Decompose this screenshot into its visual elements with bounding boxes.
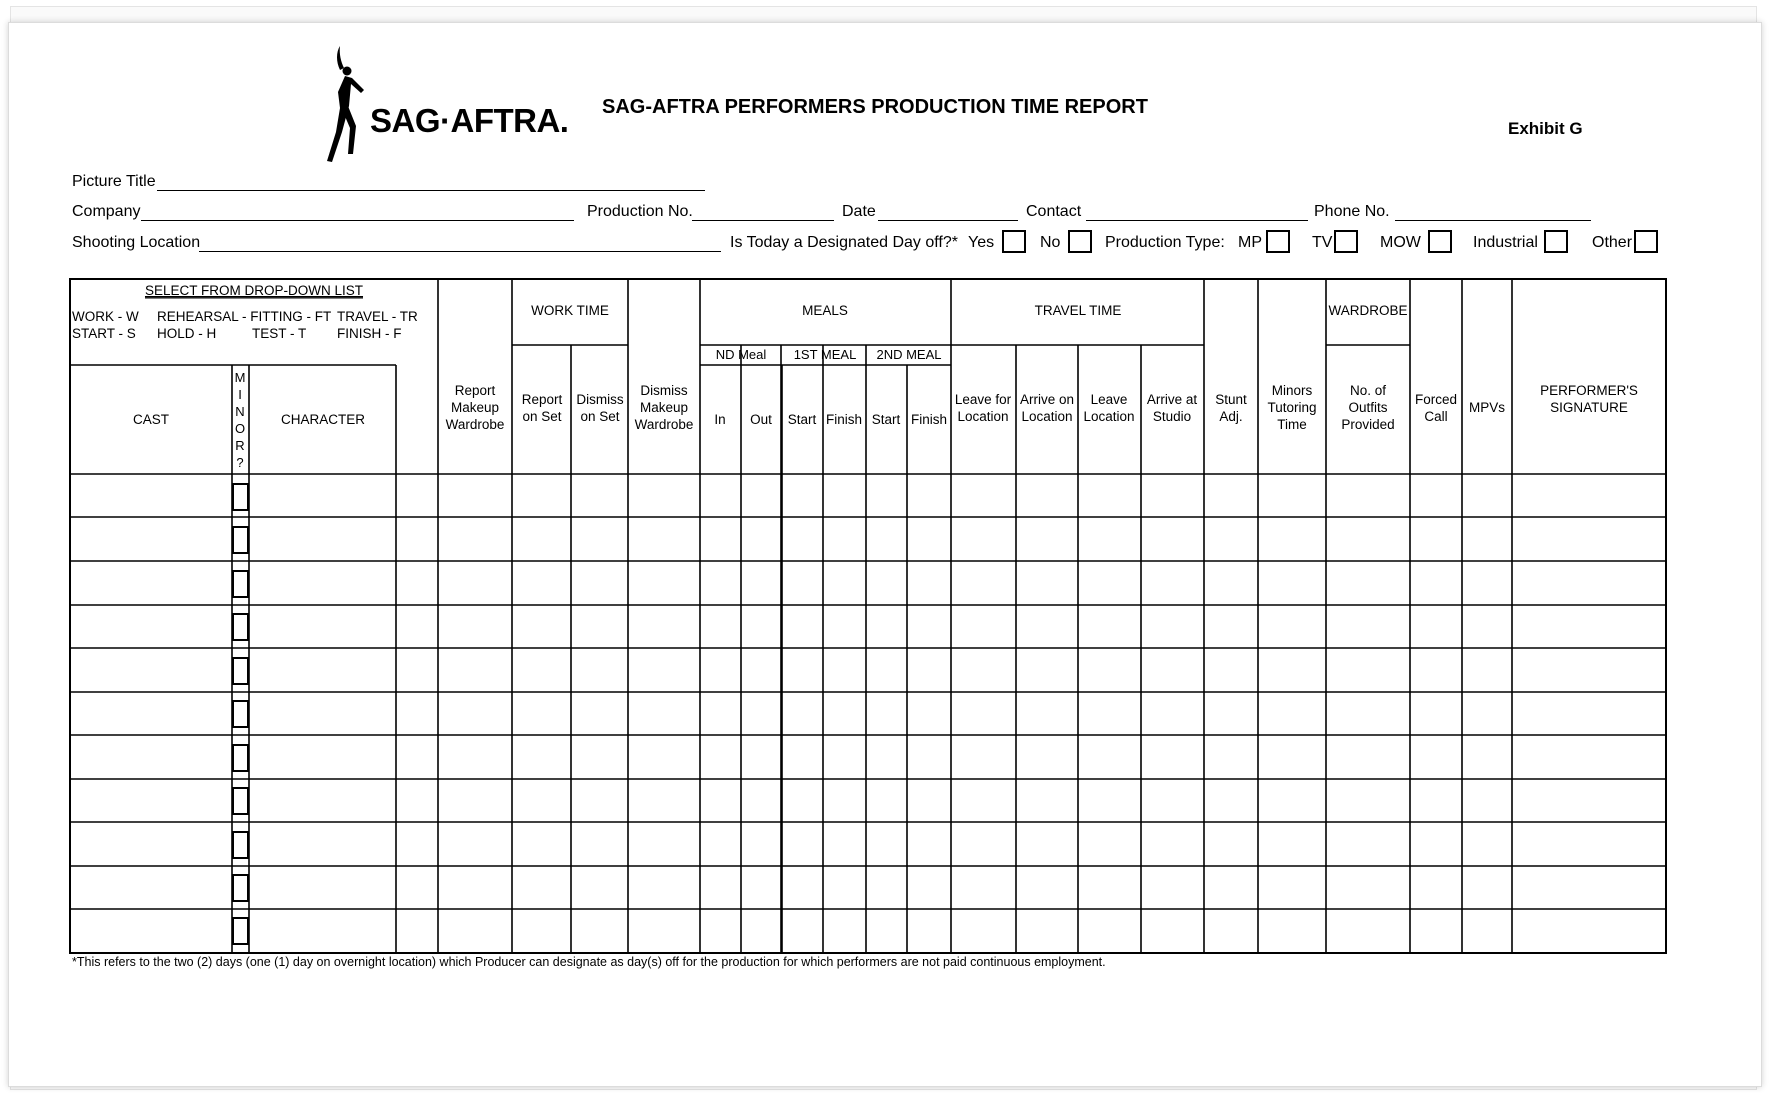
designated-day-off-label: Is Today a Designated Day off?*: [730, 234, 958, 251]
report-title: SAG-AFTRA PERFORMERS PRODUCTION TIME REPORT: [602, 96, 1148, 118]
signature-header: SIGNATURE: [1550, 400, 1628, 415]
picture-title-label: Picture Title: [72, 173, 156, 190]
table-border: [70, 279, 1666, 953]
minor-checkbox[interactable]: [233, 527, 248, 553]
first-meal-header: 1ST MEAL: [793, 347, 857, 362]
code-work: WORK - W: [72, 309, 139, 324]
dismiss-makeup-header: Makeup: [639, 400, 689, 415]
minors-tutoring-header: Tutoring: [1267, 400, 1317, 415]
outfits-header: Provided: [1341, 417, 1395, 432]
type-industrial-label: Industrial: [1473, 234, 1538, 251]
report-on-set-header: on Set: [522, 409, 562, 424]
exhibit-label: Exhibit G: [1508, 119, 1583, 138]
code-test: TEST - T: [252, 326, 307, 341]
leave-location-header: Location: [1083, 409, 1135, 424]
nd-in-header: In: [714, 412, 726, 427]
minor-checkbox[interactable]: [233, 745, 248, 771]
dismiss-on-set-header: Dismiss: [576, 392, 624, 407]
forced-call-header: Call: [1424, 409, 1448, 424]
minor-letter: N: [235, 404, 245, 419]
type-mp-label: MP: [1238, 234, 1262, 251]
work-time-header: WORK TIME: [531, 303, 609, 318]
stunt-adj-header: Stunt: [1215, 392, 1247, 407]
minors-tutoring-header: Time: [1277, 417, 1307, 432]
mpvs-header: MPVs: [1468, 400, 1506, 415]
minor-checkbox[interactable]: [233, 701, 248, 727]
minor-letter: I: [238, 387, 242, 402]
report-on-set-header: Report: [521, 392, 563, 407]
dismiss-makeup-header: Wardrobe: [634, 417, 694, 432]
forced-call-header: Forced: [1414, 392, 1458, 407]
second-meal-header: 2ND MEAL: [876, 347, 942, 362]
phone-no-label: Phone No.: [1314, 203, 1390, 220]
dismiss-makeup-header: Dismiss: [640, 383, 688, 398]
footnote: *This refers to the two (2) days (one (1) day on overnight location) which Producer can designate as day(s) off for the production for which performers are not paid continuous employment.: [72, 955, 1106, 969]
travel-time-header: TRAVEL TIME: [1034, 303, 1122, 318]
type-other-label: Other: [1592, 234, 1633, 251]
stunt-adj-header: Adj.: [1219, 409, 1243, 424]
type-mow-label: MOW: [1380, 234, 1421, 251]
code-rehearsal-fitting: REHEARSAL - FITTING - FT: [157, 309, 332, 324]
signature-header: PERFORMER'S: [1540, 383, 1638, 398]
outfits-header: No. of: [1349, 383, 1387, 398]
arrive-at-studio-header: Arrive at: [1146, 392, 1198, 407]
nd-out-header: Out: [750, 412, 772, 427]
minor-checkbox[interactable]: [233, 875, 248, 901]
minors-tutoring-header: Minors: [1271, 383, 1313, 398]
date-label: Date: [842, 203, 876, 220]
leave-for-location-header: Location: [957, 409, 1009, 424]
meals-header: MEALS: [802, 303, 848, 318]
code-hold: HOLD - H: [157, 326, 217, 341]
leave-location-header: Leave: [1090, 392, 1128, 407]
cast-header: CAST: [132, 412, 170, 427]
character-header: CHARACTER: [280, 412, 366, 427]
yes-label: Yes: [968, 234, 995, 251]
minor-checkboxes: [233, 484, 248, 944]
first-start-header: Start: [787, 412, 817, 427]
minor-checkbox[interactable]: [233, 788, 248, 814]
minor-checkbox[interactable]: [233, 484, 248, 510]
minor-letter: O: [234, 421, 246, 436]
arrive-on-location-header: Arrive on: [1019, 392, 1075, 407]
outfits-header: Outfits: [1348, 400, 1388, 415]
shooting-location-label: Shooting Location: [72, 234, 201, 251]
logo-wordmark: SAG·AFTRA.: [370, 102, 569, 139]
minor-checkbox[interactable]: [233, 918, 248, 944]
company-label: Company: [72, 203, 141, 220]
minor-letter: M: [234, 370, 246, 385]
production-no-label: Production No.: [587, 203, 693, 220]
leave-for-location-header: Leave for: [954, 392, 1012, 407]
code-travel: TRAVEL - TR: [337, 309, 418, 324]
minor-checkbox[interactable]: [233, 658, 248, 684]
contact-label: Contact: [1026, 203, 1082, 220]
minor-letter: R: [235, 438, 245, 453]
arrive-on-location-header: Location: [1021, 409, 1073, 424]
report-makeup-header: Wardrobe: [445, 417, 505, 432]
first-finish-header: Finish: [825, 412, 863, 427]
wardrobe-header: WARDROBE: [1328, 303, 1408, 318]
minor-checkbox[interactable]: [233, 571, 248, 597]
code-start: START - S: [72, 326, 136, 341]
no-label: No: [1040, 234, 1061, 251]
report-makeup-header: Makeup: [450, 400, 500, 415]
second-start-header: Start: [871, 412, 901, 427]
minor-checkbox[interactable]: [233, 614, 248, 640]
second-finish-header: Finish: [910, 412, 948, 427]
arrive-at-studio-header: Studio: [1152, 409, 1192, 424]
select-list-title: SELECT FROM DROP-DOWN LIST: [144, 283, 364, 298]
type-tv-label: TV: [1312, 234, 1333, 251]
report-makeup-header: Report: [454, 383, 496, 398]
minor-checkbox[interactable]: [233, 832, 248, 858]
code-finish: FINISH - F: [337, 326, 402, 341]
dismiss-on-set-header: on Set: [580, 409, 620, 424]
minor-letter: ?: [236, 455, 244, 470]
nd-meal-header: ND Meal: [715, 347, 767, 362]
production-type-label: Production Type:: [1105, 234, 1225, 251]
